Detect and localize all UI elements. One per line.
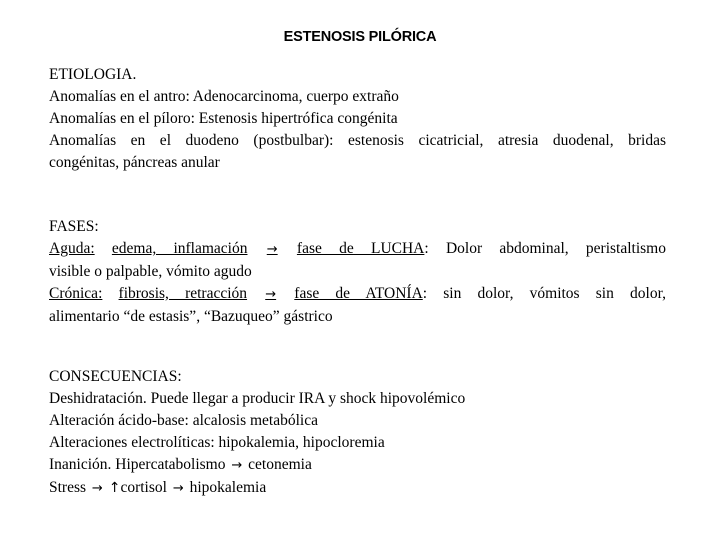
etiologia-line: Anomalías en el antro: Adenocarcinoma, cuerpo extraño xyxy=(49,88,399,105)
consecuencias-section xyxy=(49,366,666,500)
etiologia-line: congénitas, páncreas anular xyxy=(49,154,220,171)
fases-heading: FASES: xyxy=(49,218,99,235)
consecuencia-line: Alteraciones electrolíticas: hipokalemia, hipocloremia xyxy=(49,434,385,451)
consecuencia-line: Deshidratación. Puede llegar a producir IRA y shock hipovolémico xyxy=(49,390,466,407)
aguda-description: : Dolor abdominal, peristaltismo xyxy=(424,240,666,257)
fase-cronica-line2: alimentario “de estasis”, “Bazuqueo” gástrico xyxy=(49,308,333,325)
stress-text: Stress xyxy=(49,479,87,496)
etiologia-line: Anomalías en el píloro: Estenosis hipertrófica congénita xyxy=(49,110,398,127)
hipokalemia-text: hipokalemia xyxy=(189,479,267,496)
arrow-right-icon: → xyxy=(231,458,243,473)
consecuencia-line xyxy=(49,454,666,477)
cortisol-text: cortisol xyxy=(120,479,167,496)
etiologia-section xyxy=(49,64,666,174)
etiologia-line: Anomalías en el duodeno (postbulbar): estenosis cicatricial, atresia duodenal, bridas xyxy=(49,132,666,149)
arrow-right-icon: → xyxy=(91,481,103,496)
cronica-phase: fase de ATONÍA xyxy=(294,285,423,302)
fases-section xyxy=(49,216,666,328)
cronica-causes: fibrosis, retracción xyxy=(118,285,248,302)
arrow-up-icon: ↑ xyxy=(108,480,121,496)
aguda-causes: edema, inflamación xyxy=(111,240,248,257)
fase-aguda-line xyxy=(49,238,666,261)
page-title: ESTENOSIS PILÓRICA xyxy=(283,29,437,45)
aguda-label: Aguda: xyxy=(49,240,95,257)
arrow-right-icon: → xyxy=(172,481,184,496)
consecuencia-line xyxy=(49,477,666,500)
inanicion-text: Inanición. Hipercatabolismo xyxy=(49,456,226,473)
consecuencias-heading: CONSECUENCIAS: xyxy=(49,368,182,385)
etiologia-heading: ETIOLOGIA. xyxy=(49,66,137,83)
cetonemia-text: cetonemia xyxy=(248,456,312,473)
cronica-description: : sin dolor, vómitos sin dolor, xyxy=(422,285,666,302)
arrow-right-icon: → xyxy=(265,287,277,302)
fase-aguda-line2: visible o palpable, vómito agudo xyxy=(49,263,252,280)
cronica-label: Crónica: xyxy=(49,285,103,302)
arrow-right-icon: → xyxy=(266,242,278,257)
aguda-phase: fase de LUCHA xyxy=(296,240,425,257)
consecuencia-line: Alteración ácido-base: alcalosis metabólica xyxy=(49,412,318,429)
fase-cronica-line xyxy=(49,283,666,306)
